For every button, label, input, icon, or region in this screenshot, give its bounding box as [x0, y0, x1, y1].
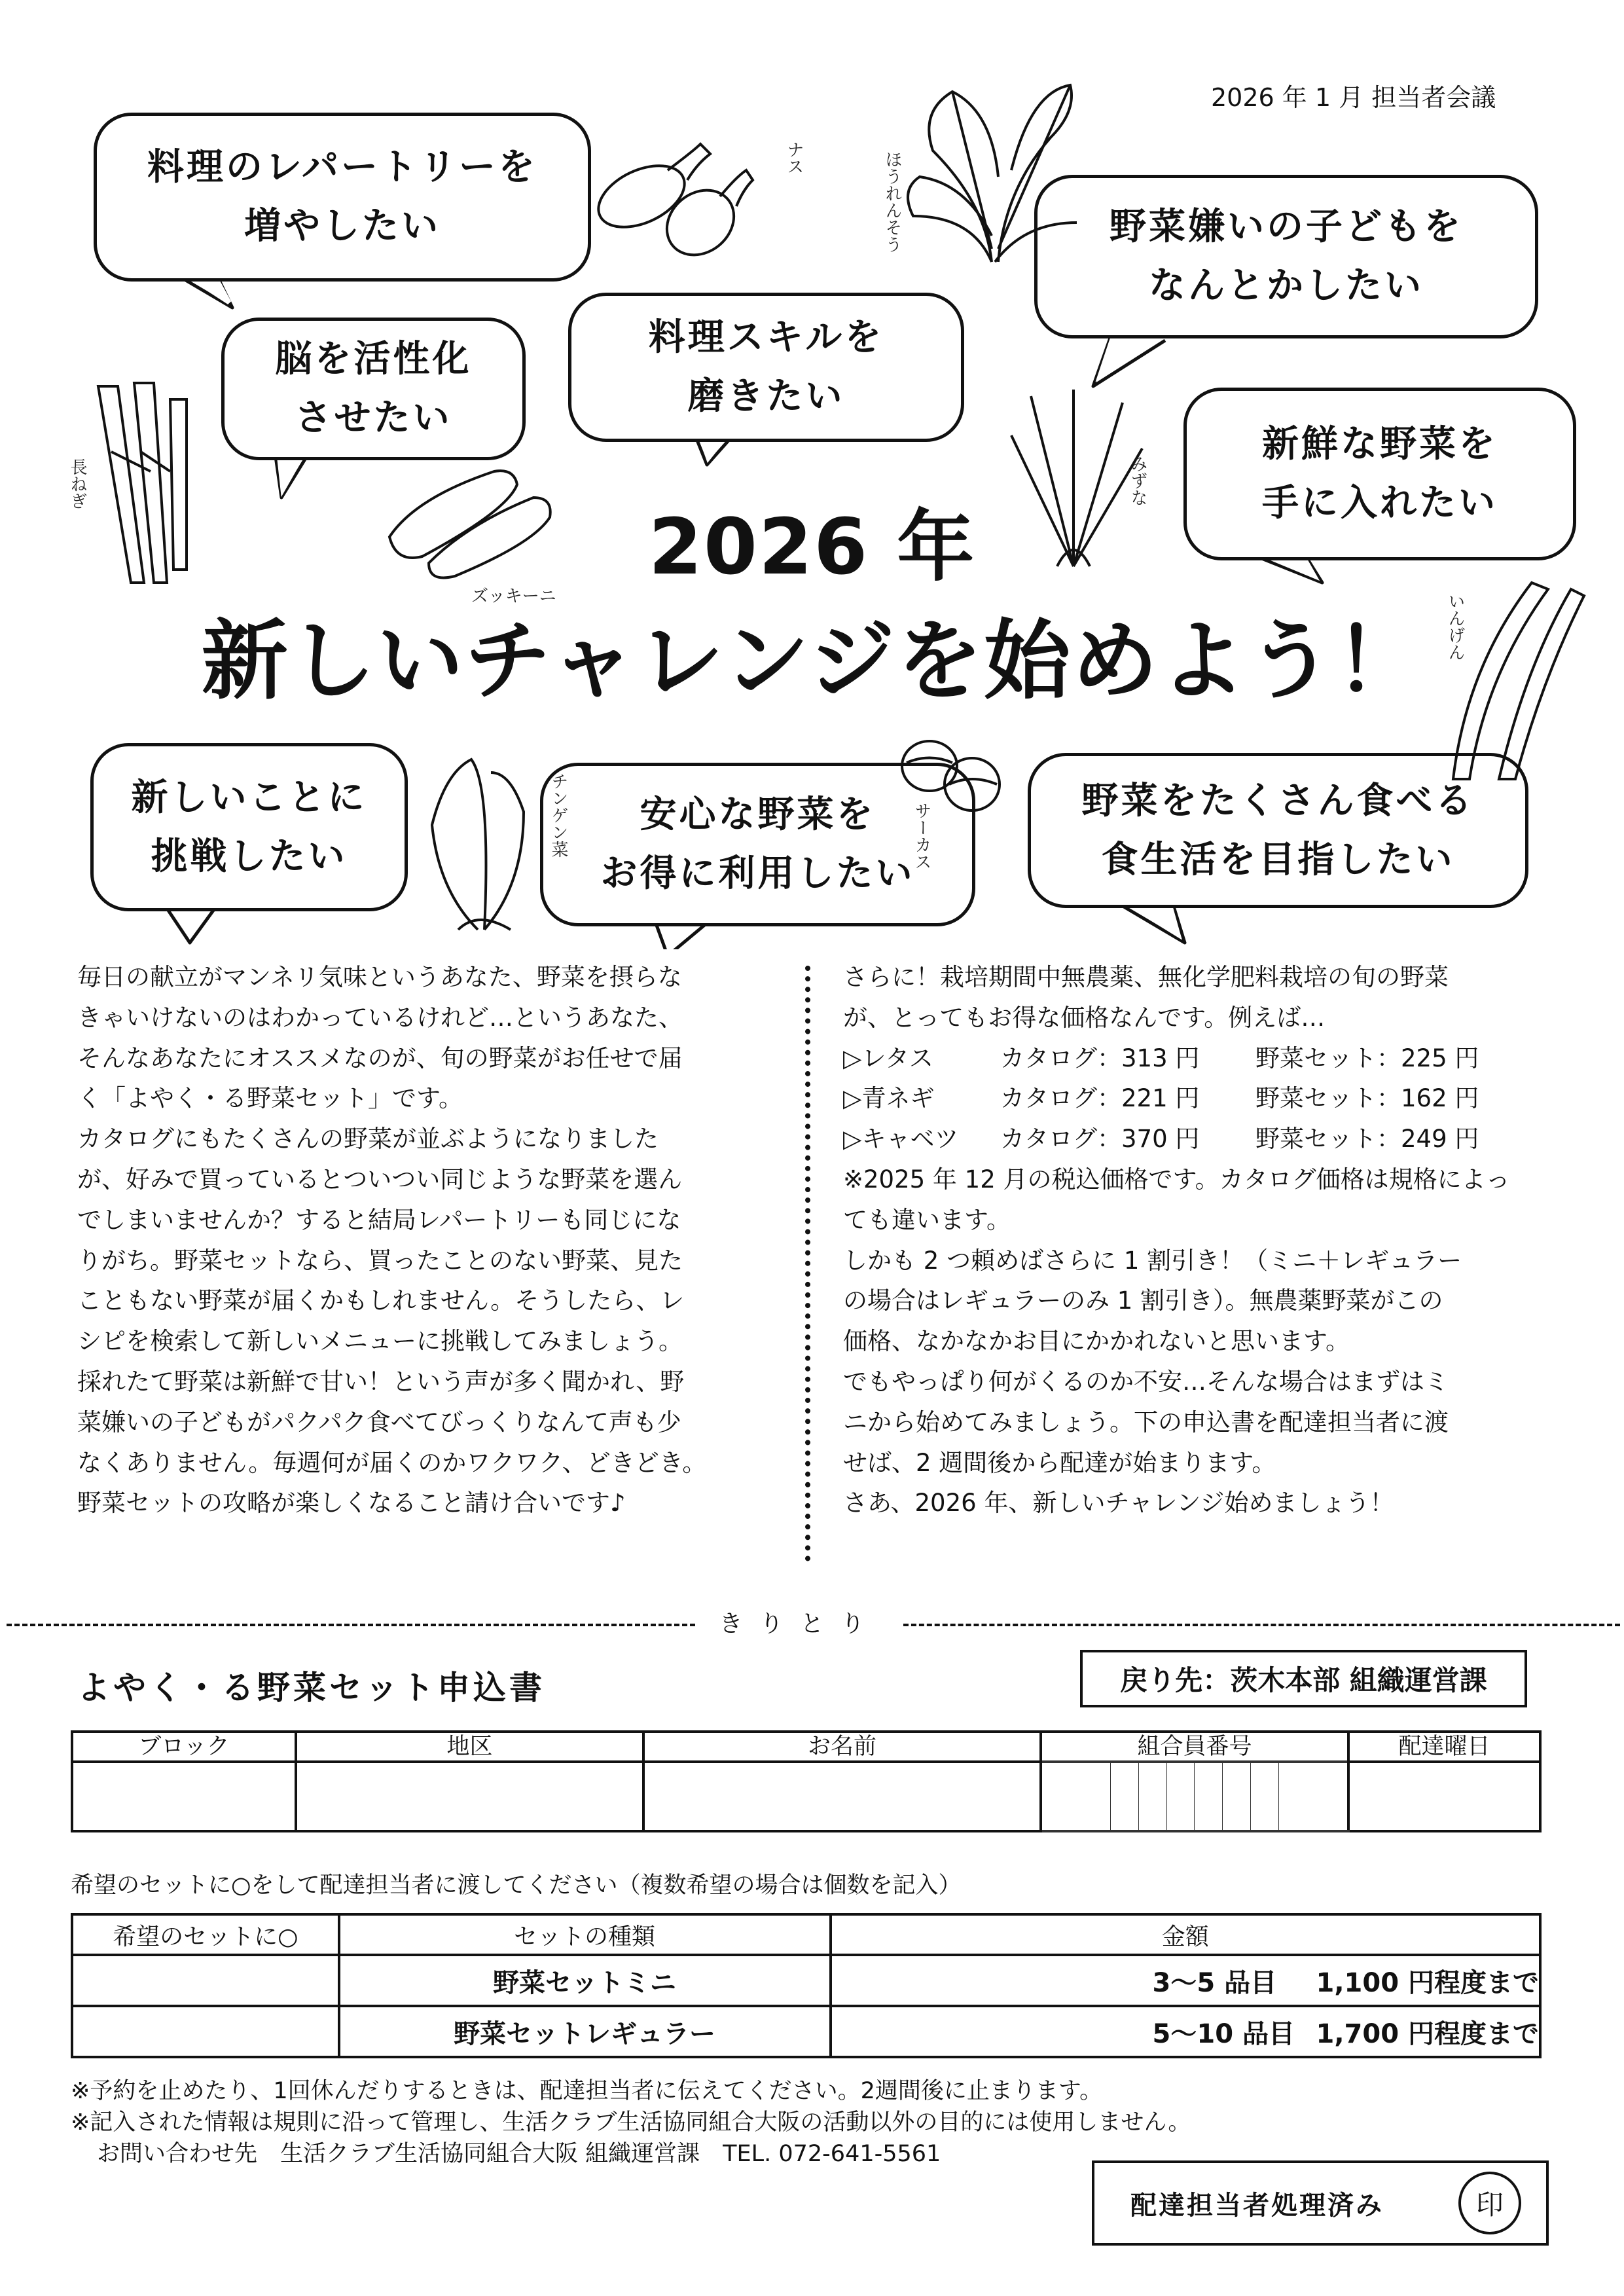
bubble-picky-kids — [1034, 175, 1538, 338]
body-left-column — [77, 957, 784, 1523]
bubble-brain-activation — [221, 318, 526, 460]
set-choice-cell[interactable] — [72, 1955, 339, 2006]
body-line: りがち。野菜セットなら、買ったことのない野菜、見た — [77, 1246, 683, 1275]
member-number-digit[interactable] — [1278, 1762, 1348, 1831]
leek-label: 長ねぎ — [67, 458, 87, 509]
body-line: 採れたて野菜は新鮮で甘い！という声が多く聞かれ、野 — [77, 1367, 685, 1396]
bubble-line: 料理のレパートリーを — [147, 146, 538, 189]
set-row — [72, 1955, 1540, 2006]
spinach-illustration — [893, 72, 1090, 275]
column-divider — [805, 966, 810, 1561]
member-number-digit[interactable] — [1223, 1762, 1251, 1831]
form-instruction: 希望のセットに○をして配達担当者に渡してください（複数希望の場合は個数を記入） — [71, 1872, 962, 1899]
bubble-line: 挑戦したい — [151, 835, 348, 878]
form-note: ※予約を止めたり、1回休んだりするときは、配達担当者に伝えてください。2週間後に止まります。 — [71, 2078, 1103, 2104]
bubble-cooking-repertoire — [94, 113, 591, 282]
body-line: なくありません。毎週何が届くのかワクワク、どきどき。 — [77, 1448, 707, 1477]
body-line: ても違います。 — [843, 1205, 1011, 1234]
price-item-name: ▷青ネギ — [843, 1084, 935, 1113]
member-number-digit[interactable] — [1166, 1762, 1195, 1831]
body-line: 野菜セットの攻略が楽しくなること請け合いです♪ — [77, 1489, 626, 1518]
form-title: よやく・る野菜セット申込書 — [77, 1669, 545, 1707]
bubble-line: 増やしたい — [244, 205, 441, 247]
set-selection-table — [71, 1913, 1542, 2058]
member-number-digit[interactable] — [1111, 1762, 1139, 1831]
body-line: きゃいけないのはわかっているけれど…というあなた、 — [77, 1003, 683, 1032]
zucchini-label: ズッキーニ — [471, 587, 556, 606]
block-field[interactable] — [72, 1762, 296, 1831]
price-catalog: カタログ：370 円 — [1000, 1125, 1200, 1154]
price-row — [843, 1078, 1550, 1119]
body-line: ニから始めてみましょう。下の申込書を配達担当者に渡 — [843, 1408, 1449, 1436]
column-header: 希望のセットに○ — [72, 1914, 339, 1955]
bubble-line: お得に利用したい — [600, 852, 915, 895]
price-set: 野菜セット：249 円 — [1255, 1125, 1479, 1154]
body-line: しかも 2 つ頼めばさらに 1 割引き！（ミニ＋レギュラー — [843, 1246, 1462, 1275]
delivery-day-field[interactable] — [1348, 1762, 1540, 1831]
seal-stamp-circle[interactable]: 印 — [1458, 2172, 1521, 2234]
set-choice-cell[interactable] — [72, 2006, 339, 2057]
column-header: ブロック — [72, 1732, 296, 1762]
processed-stamp-box — [1092, 2160, 1549, 2246]
cut-line — [7, 1624, 695, 1626]
mizuna-label: みずな — [1128, 455, 1147, 506]
spinach-label: ほうれんそう — [882, 151, 902, 253]
price-item-name: ▷レタス — [843, 1044, 933, 1072]
bubble-line: 野菜をたくさん食べる — [1081, 779, 1475, 822]
set-items: 5〜10 品目 — [1152, 2018, 1295, 2049]
column-header: 組合員番号 — [1041, 1732, 1348, 1762]
return-destination: 戻り先：茨木本部 組織運営課 — [1080, 1650, 1527, 1707]
set-price — [831, 1955, 1540, 2006]
body-line: でもやっぱり何がくるのか不安…そんな場合はまずはミ — [843, 1367, 1449, 1396]
price-row — [843, 1038, 1550, 1079]
body-line: が、とってもお得な価格なんです。例えば… — [843, 1003, 1326, 1032]
body-line: が、好みで買っているとついつい同じような野菜を選ん — [77, 1165, 683, 1194]
set-name: 野菜セットレギュラー — [339, 2006, 831, 2057]
column-header: 金額 — [831, 1914, 1540, 1955]
headline-main: 新しいチャレンジを始めよう！ — [201, 611, 1423, 712]
body-line: せば、2 週間後から配達が始まります。 — [843, 1448, 1276, 1477]
set-row — [72, 2006, 1540, 2057]
column-header: お名前 — [643, 1732, 1041, 1762]
eggplant-label: ナス — [784, 141, 804, 175]
bubble-line: 安心な野菜を — [640, 793, 876, 836]
body-line: 価格、なかなかお目にかかれないと思います。 — [843, 1327, 1350, 1356]
body-line: シピを検索して新しいメニューに挑戦してみましょう。 — [77, 1327, 683, 1356]
body-line: ※2025 年 12 月の税込価格です。カタログ価格は規格によっ — [843, 1165, 1510, 1194]
body-line: さらに！栽培期間中無農薬、無化学肥料栽培の旬の野菜 — [843, 963, 1449, 991]
district-field[interactable] — [296, 1762, 643, 1831]
member-number-digit[interactable] — [1139, 1762, 1167, 1831]
price-set: 野菜セット：225 円 — [1255, 1044, 1479, 1072]
body-line: く「よやく・る野菜セット」です。 — [77, 1084, 463, 1113]
contact-info: お問い合わせ先 生活クラブ生活協同組合大阪 組織運営課 TEL. 072-641-5561 — [97, 2141, 941, 2167]
price-item-name: ▷キャベツ — [843, 1125, 959, 1154]
kabocha-label: サーカス — [912, 802, 931, 870]
name-field[interactable] — [643, 1762, 1041, 1831]
price-row — [843, 1119, 1550, 1159]
stamp-label: 配達担当者処理済み — [1130, 2190, 1384, 2221]
column-header: 配達曜日 — [1348, 1732, 1540, 1762]
green-bean-label: いんげん — [1445, 592, 1465, 661]
cut-label: きりとり — [719, 1611, 882, 1637]
price-catalog: カタログ：221 円 — [1000, 1084, 1200, 1113]
member-info-table — [71, 1730, 1542, 1832]
document-date: 2026 年 1 月 担当者会議 — [1211, 83, 1496, 112]
body-line: こともない野菜が届くかもしれません。そうしたら、レ — [77, 1286, 685, 1315]
bubble-line: 食生活を目指したい — [1101, 838, 1455, 881]
body-line: カタログにもたくさんの野菜が並ぶようになりました — [77, 1125, 659, 1154]
bubble-line: 手に入れたい — [1262, 482, 1498, 524]
bubble-line: させたい — [295, 397, 452, 439]
column-header: 地区 — [296, 1732, 643, 1762]
body-line: の場合はレギュラーのみ 1 割引き）。無農薬野菜がこの — [843, 1286, 1443, 1315]
body-line: 毎日の献立がマンネリ気味というあなた、野菜を摂らな — [77, 963, 682, 991]
set-price-limit: 1,700 円程度まで — [1316, 2018, 1539, 2049]
column-header: セットの種類 — [339, 1914, 831, 1955]
body-line: さあ、2026 年、新しいチャレンジ始めましょう！ — [843, 1489, 1394, 1518]
bubble-line: 脳を活性化 — [275, 338, 472, 380]
bok-choy-illustration — [412, 746, 543, 936]
form-note: ※記入された情報は規則に沿って管理し、生活クラブ生活協同組合大阪の活動以外の目的には使用しません。 — [71, 2109, 1191, 2136]
bok-choy-label: チンゲン菜 — [549, 773, 568, 858]
bubble-line: 磨きたい — [687, 375, 845, 418]
headline-year: 2026 年 — [648, 501, 976, 592]
bubble-line: なんとかしたい — [1149, 264, 1424, 307]
eggplant-illustration — [589, 124, 779, 275]
bubble-try-new-things — [90, 743, 408, 911]
body-line: そんなあなたにオススメなのが、旬の野菜がお任せで届 — [77, 1044, 683, 1072]
set-name: 野菜セットミニ — [339, 1955, 831, 2006]
bubble-line: 新鮮な野菜を — [1262, 423, 1498, 465]
price-catalog: カタログ：313 円 — [1000, 1044, 1200, 1072]
body-right-column — [843, 957, 1550, 1523]
member-number-digit[interactable] — [1041, 1762, 1111, 1831]
set-price-limit: 1,100 円程度まで — [1316, 1967, 1539, 1998]
member-number-digit[interactable] — [1195, 1762, 1223, 1831]
body-line: 菜嫌いの子どもがパクパク食べてびっくりなんて声も少 — [77, 1408, 681, 1436]
bubble-line: 野菜嫌いの子どもを — [1110, 206, 1463, 248]
bubble-line: 新しいことに — [131, 776, 367, 819]
bubble-line: 料理スキルを — [648, 316, 884, 359]
set-items: 3〜5 品目 — [1152, 1967, 1277, 1998]
bubble-cooking-skill — [568, 293, 964, 442]
body-line: でしまいませんか？すると結局レパートリーも同じにな — [77, 1205, 681, 1234]
cut-line — [903, 1624, 1620, 1626]
set-price — [831, 2006, 1540, 2057]
member-number-digit[interactable] — [1250, 1762, 1278, 1831]
price-set: 野菜セット：162 円 — [1255, 1084, 1479, 1113]
